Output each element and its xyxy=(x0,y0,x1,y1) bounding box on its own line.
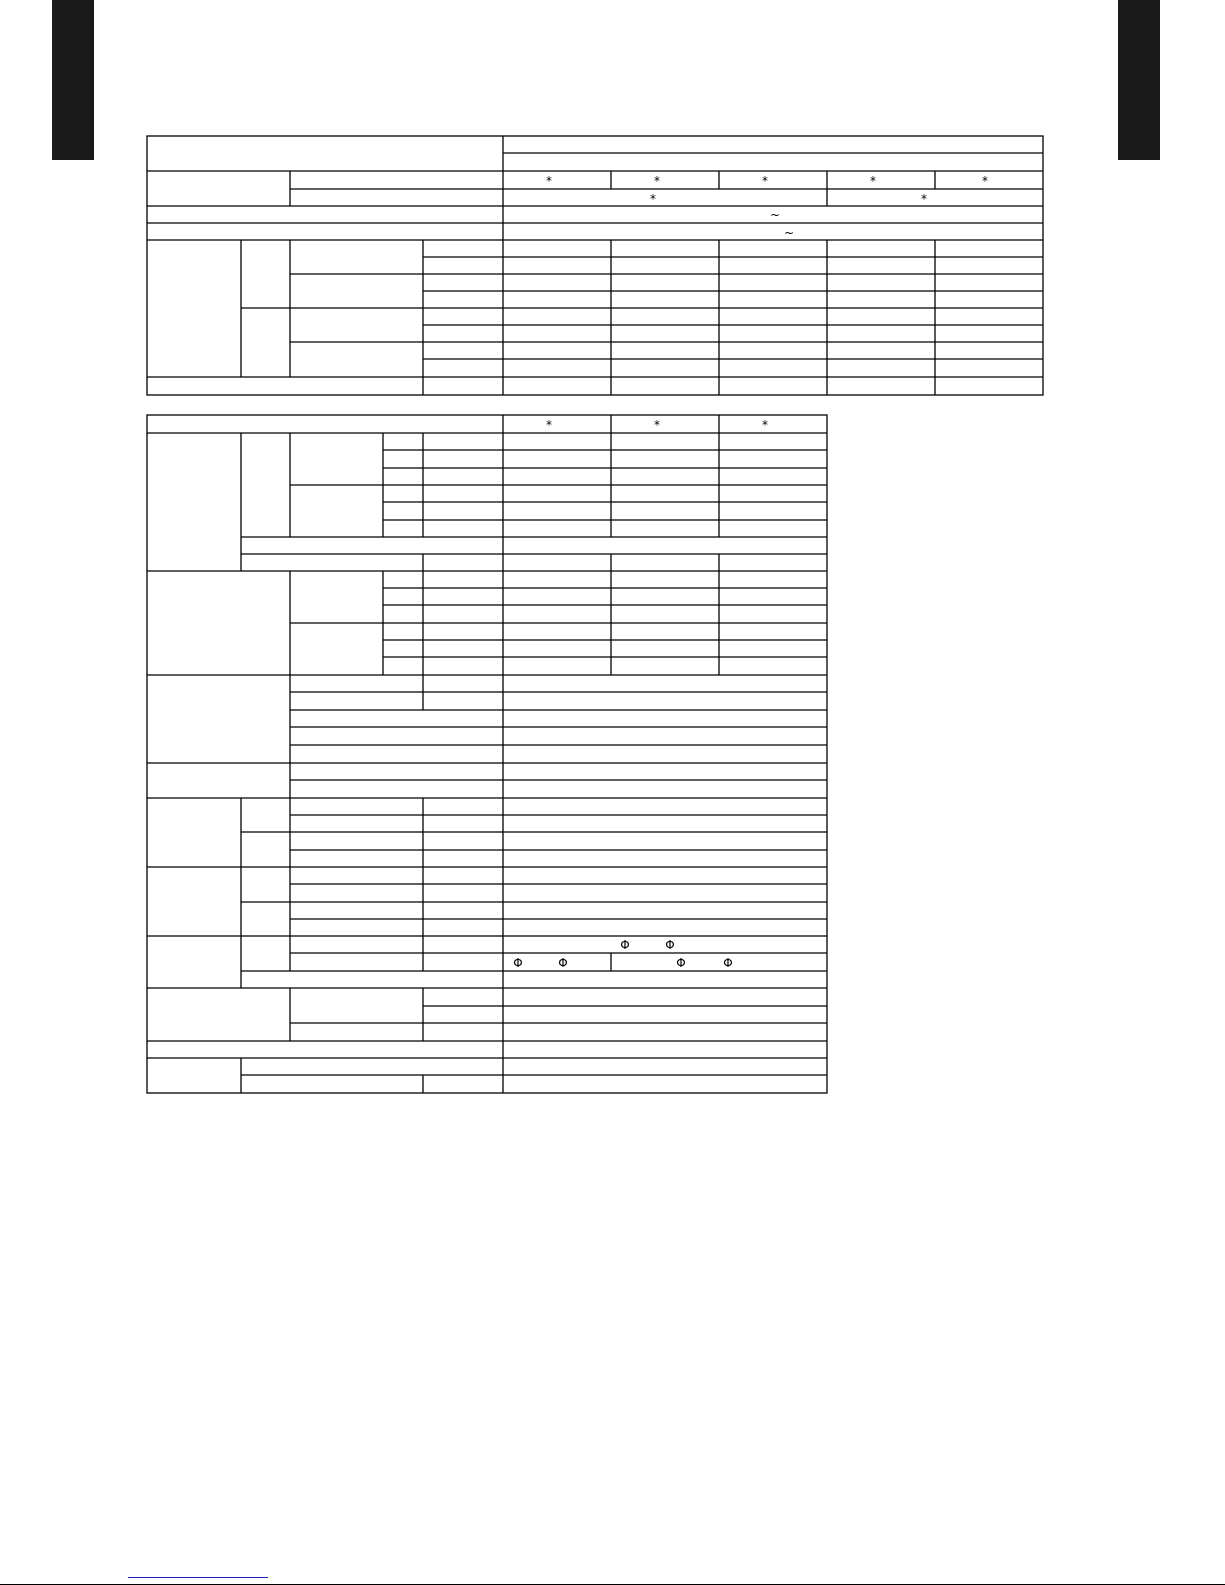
pipe-diameter-symbol-6: Φ xyxy=(723,956,733,970)
pipe-diameter-symbol-2: Φ xyxy=(665,938,675,952)
range-tilde-2: ~ xyxy=(783,226,795,240)
model-asterisk-4: * xyxy=(870,174,876,188)
model2-asterisk-1: * xyxy=(546,418,552,432)
pipe-diameter-symbol-4: Φ xyxy=(558,956,568,970)
model-asterisk-5: * xyxy=(982,174,988,188)
model-asterisk-3: * xyxy=(762,174,768,188)
range-tilde-1: ~ xyxy=(769,208,781,222)
model2-asterisk-2: * xyxy=(654,418,660,432)
table-2-symbols xyxy=(513,418,768,970)
group-asterisk-2: * xyxy=(921,192,927,206)
model2-asterisk-3: * xyxy=(762,418,768,432)
pipe-diameter-symbol-1: Φ xyxy=(620,938,630,952)
group-asterisk-1: * xyxy=(650,192,656,206)
model-asterisk-2: * xyxy=(654,174,660,188)
footer-link-underline[interactable] xyxy=(128,1577,268,1578)
model-asterisk-1: * xyxy=(546,174,552,188)
pipe-diameter-symbol-3: Φ xyxy=(513,956,523,970)
spec-table-1 xyxy=(147,136,1043,395)
spec-table-2 xyxy=(147,415,827,1093)
pipe-diameter-symbol-5: Φ xyxy=(676,956,686,970)
table-1-symbols xyxy=(546,174,988,240)
